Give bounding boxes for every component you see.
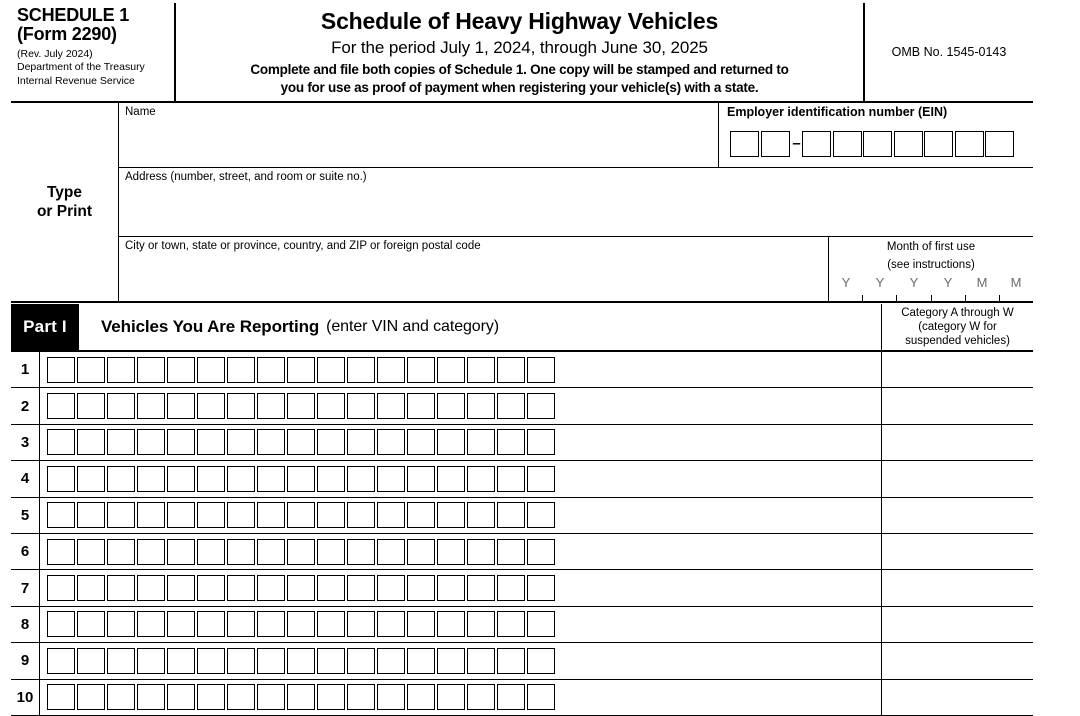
department-name: Department of the Treasury [17,61,145,74]
vin-field[interactable] [40,534,882,569]
vin-character-box[interactable] [47,648,75,674]
vin-character-box[interactable] [257,611,285,637]
vin-character-box[interactable] [77,611,105,637]
vin-character-box[interactable] [377,575,405,601]
ein-digit-box[interactable] [924,131,953,157]
vin-character-box[interactable] [47,466,75,492]
vin-character-box[interactable] [437,466,465,492]
part1-subtitle: (enter VIN and category) [326,318,499,335]
vin-character-box[interactable] [527,684,555,710]
vin-character-box[interactable] [257,393,285,419]
vin-field[interactable] [40,607,882,642]
vin-character-box[interactable] [407,357,435,383]
vin-character-box[interactable] [437,648,465,674]
ein-digit-box[interactable] [833,131,862,157]
vin-character-box[interactable] [317,357,345,383]
vin-character-box[interactable] [467,393,495,419]
vin-character-box[interactable] [317,466,345,492]
vin-character-box[interactable] [107,575,135,601]
vin-character-box[interactable] [107,393,135,419]
vin-character-box[interactable] [497,684,525,710]
vin-character-box[interactable] [317,575,345,601]
vin-character-box[interactable] [197,466,225,492]
category-field[interactable] [882,534,1033,569]
vin-character-box[interactable] [377,611,405,637]
city-label: City or town, state or province, country, and ZIP or foreign postal code [125,240,481,252]
vin-character-box[interactable] [527,466,555,492]
taxpayer-info-block [11,103,1033,303]
vin-character-box[interactable] [77,429,105,455]
vin-character-box[interactable] [137,648,165,674]
ein-digit-box[interactable] [985,131,1014,157]
vin-character-box[interactable] [377,648,405,674]
vin-character-box[interactable] [377,429,405,455]
ein-dash: – [792,134,801,152]
form-header [11,3,1033,103]
type-or-print-label [11,103,119,301]
vin-character-box[interactable] [287,429,315,455]
vin-character-box[interactable] [467,357,495,383]
vin-field[interactable] [40,680,882,715]
vin-character-box[interactable] [167,502,195,528]
vin-character-box[interactable] [77,502,105,528]
form-instruction-line-2: you for use as proof of payment when registering your vehicle(s) with a state. [280,80,759,96]
form-title: Schedule of Heavy Highway Vehicles [320,8,719,34]
vin-character-box[interactable] [467,466,495,492]
ein-boxes[interactable] [727,131,1033,157]
vin-character-box[interactable] [407,648,435,674]
vin-character-box[interactable] [407,684,435,710]
header-schedule-block [11,3,174,101]
vin-character-box[interactable] [467,429,495,455]
category-field[interactable] [882,570,1033,605]
vin-character-box[interactable] [107,429,135,455]
category-column-header [882,304,1033,350]
category-field[interactable] [882,388,1033,423]
vin-character-box[interactable] [107,539,135,565]
vin-character-box[interactable] [317,393,345,419]
vin-character-box[interactable] [287,393,315,419]
month-of-first-use-digit-cell[interactable] [862,295,896,301]
vin-character-box[interactable] [227,648,255,674]
vin-character-box[interactable] [167,393,195,419]
vin-field[interactable] [40,461,882,496]
vin-character-box[interactable] [287,648,315,674]
ein-digit-box[interactable] [730,131,759,157]
month-of-first-use-digit-cell[interactable] [999,295,1033,301]
vin-character-box[interactable] [107,611,135,637]
vin-character-box[interactable] [77,466,105,492]
category-field[interactable] [882,643,1033,678]
vin-character-box[interactable] [317,539,345,565]
vin-character-box[interactable] [407,539,435,565]
vin-character-box[interactable] [287,575,315,601]
category-field[interactable] [882,425,1033,460]
vin-field[interactable] [40,498,882,533]
vin-character-box[interactable] [167,466,195,492]
vin-character-box[interactable] [197,539,225,565]
vin-character-box[interactable] [407,429,435,455]
vin-character-box[interactable] [167,684,195,710]
name-label: Name [125,106,156,118]
month-of-first-use-digit-label: M [1010,274,1022,290]
month-of-first-use-digit-label: Y [841,274,851,290]
vin-character-box[interactable] [497,393,525,419]
vin-character-box[interactable] [437,429,465,455]
vin-character-box[interactable] [497,357,525,383]
vin-character-box[interactable] [437,539,465,565]
part1-title: Vehicles You Are Reporting [101,317,320,336]
vin-character-box[interactable] [197,393,225,419]
category-field[interactable] [882,461,1033,496]
vin-character-box[interactable] [377,684,405,710]
month-of-first-use-digit-cell[interactable] [965,295,999,301]
vin-character-box[interactable] [197,357,225,383]
taxpayer-fields [119,103,1033,301]
vin-character-box[interactable] [137,393,165,419]
header-title-block [174,3,865,101]
vin-character-box[interactable] [467,648,495,674]
vin-character-box[interactable] [47,357,75,383]
vin-character-box[interactable] [47,684,75,710]
vin-character-box[interactable] [197,611,225,637]
table-row [11,534,1033,570]
category-field[interactable] [882,498,1033,533]
agency-name: Internal Revenue Service [17,74,135,87]
table-row [11,570,1033,606]
vin-character-box[interactable] [167,611,195,637]
vin-character-box[interactable] [107,648,135,674]
vin-character-box[interactable] [47,502,75,528]
vin-character-box[interactable] [317,611,345,637]
category-header-line-2: (category W for [918,320,997,333]
vin-character-box[interactable] [167,429,195,455]
row-number: 8 [11,607,40,642]
vin-character-box[interactable] [287,466,315,492]
vin-character-box[interactable] [377,502,405,528]
row-number: 5 [11,498,40,533]
vin-character-box[interactable] [437,393,465,419]
month-of-first-use-title-line-1: Month of first use [886,241,976,253]
row-number: 6 [11,534,40,569]
vin-character-box[interactable] [257,539,285,565]
vin-character-box[interactable] [467,611,495,637]
vin-character-box[interactable] [407,575,435,601]
form-instruction-line-1: Complete and file both copies of Schedule 1. One copy will be stamped and returned to [250,61,789,77]
vin-character-box[interactable] [107,357,135,383]
vin-character-box[interactable] [347,648,375,674]
vin-character-box[interactable] [257,466,285,492]
vin-character-box[interactable] [347,502,375,528]
vin-character-box[interactable] [137,684,165,710]
vin-character-box[interactable] [497,466,525,492]
vin-character-box[interactable] [437,611,465,637]
vin-character-box[interactable] [227,611,255,637]
form-period: For the period July 1, 2024, through June 30, 2025 [331,37,708,57]
vin-character-box[interactable] [347,539,375,565]
vin-character-box[interactable] [527,393,555,419]
vin-character-box[interactable] [197,502,225,528]
vin-character-box[interactable] [77,357,105,383]
vin-character-box[interactable] [347,466,375,492]
vin-character-box[interactable] [407,611,435,637]
name-ein-row [119,103,1033,168]
row-number: 4 [11,461,40,496]
form-number: (Form 2290) [17,24,117,45]
vin-character-box[interactable] [137,429,165,455]
city-field[interactable] [119,237,829,301]
vin-character-box[interactable] [197,575,225,601]
vin-character-box[interactable] [257,684,285,710]
category-field[interactable] [882,352,1033,387]
ein-digit-box[interactable] [802,131,831,157]
vin-character-box[interactable] [317,502,345,528]
ein-digit-box[interactable] [955,131,984,157]
vin-character-box[interactable] [47,429,75,455]
vin-character-box[interactable] [257,357,285,383]
vin-character-box[interactable] [227,539,255,565]
vin-character-box[interactable] [407,393,435,419]
month-of-first-use-digit-label: Y [909,274,919,290]
vin-character-box[interactable] [167,539,195,565]
table-row [11,425,1033,461]
month-of-first-use-digit-label: Y [943,274,953,290]
table-row [11,643,1033,679]
vin-character-box[interactable] [167,357,195,383]
vin-character-box[interactable] [527,502,555,528]
revision-date: (Rev. July 2024) [17,47,93,60]
vin-character-box[interactable] [77,575,105,601]
vin-character-box[interactable] [137,539,165,565]
vin-field[interactable] [40,425,882,460]
name-field[interactable] [119,103,719,167]
omb-number: OMB No. 1545-0143 [891,45,1007,59]
vin-character-box[interactable] [227,502,255,528]
month-of-first-use-digit-label: M [976,274,988,290]
vin-character-box[interactable] [227,357,255,383]
month-of-first-use-digit-labels [829,273,1033,295]
table-row [11,461,1033,497]
vin-character-box[interactable] [47,611,75,637]
ein-field[interactable] [719,103,1033,167]
part1-title-block [79,304,882,350]
month-of-first-use-digit-cell[interactable] [931,295,965,301]
vin-character-box[interactable] [497,539,525,565]
vin-character-box[interactable] [347,429,375,455]
vin-character-box[interactable] [407,466,435,492]
vin-character-box[interactable] [437,684,465,710]
table-row [11,388,1033,424]
month-of-first-use-digit-cell[interactable] [829,295,862,301]
schedule-number: SCHEDULE 1 [17,5,130,25]
vin-character-box[interactable] [317,429,345,455]
vin-character-box[interactable] [527,429,555,455]
vin-character-box[interactable] [437,357,465,383]
vin-character-box[interactable] [77,539,105,565]
vin-character-box[interactable] [467,684,495,710]
month-of-first-use-digit-cell[interactable] [896,295,930,301]
vin-character-box[interactable] [77,684,105,710]
vin-character-box[interactable] [497,429,525,455]
vin-character-box[interactable] [227,393,255,419]
vin-character-box[interactable] [287,502,315,528]
month-of-first-use-digit-label: Y [875,274,885,290]
vin-character-box[interactable] [77,393,105,419]
vin-character-box[interactable] [137,466,165,492]
table-row [11,498,1033,534]
category-header-line-3: suspended vehicles) [905,335,1010,347]
vin-character-box[interactable] [47,575,75,601]
vin-character-box[interactable] [47,393,75,419]
vin-character-box[interactable] [497,648,525,674]
month-of-first-use-cells[interactable] [829,295,1033,301]
vin-character-box[interactable] [497,575,525,601]
table-row [11,607,1033,643]
vin-character-box[interactable] [197,684,225,710]
vin-character-box[interactable] [287,611,315,637]
city-month-row [119,237,1033,301]
category-field[interactable] [882,607,1033,642]
vin-character-box[interactable] [527,611,555,637]
ein-digit-box[interactable] [863,131,892,157]
vin-character-box[interactable] [137,575,165,601]
vin-character-box[interactable] [257,429,285,455]
vin-character-box[interactable] [467,575,495,601]
vin-character-box[interactable] [437,502,465,528]
vin-character-box[interactable] [47,539,75,565]
type-or-print-line-2: or Print [36,203,93,220]
vin-character-box[interactable] [467,539,495,565]
vin-character-box[interactable] [227,684,255,710]
row-number: 1 [11,352,40,387]
vin-character-box[interactable] [437,575,465,601]
vin-field[interactable] [40,388,882,423]
vin-character-box[interactable] [377,357,405,383]
row-number: 7 [11,570,40,605]
vin-field[interactable] [40,643,882,678]
vin-character-box[interactable] [467,502,495,528]
part1-tag: Part I [11,304,79,350]
vin-character-box[interactable] [527,539,555,565]
vin-character-box[interactable] [257,502,285,528]
vin-character-box[interactable] [257,648,285,674]
vin-character-box[interactable] [167,575,195,601]
part1-header [11,304,1033,352]
table-row [11,680,1033,716]
table-row [11,352,1033,388]
vin-character-box[interactable] [137,611,165,637]
row-number: 9 [11,643,40,678]
vin-field[interactable] [40,570,882,605]
vin-character-box[interactable] [347,575,375,601]
ein-digit-box[interactable] [894,131,923,157]
vehicle-rows-table [11,352,1033,706]
row-number: 2 [11,388,40,423]
vin-character-box[interactable] [377,393,405,419]
month-of-first-use-field[interactable] [829,237,1033,301]
vin-character-box[interactable] [137,357,165,383]
vin-character-box[interactable] [287,684,315,710]
vin-character-box[interactable] [347,684,375,710]
vin-character-box[interactable] [197,648,225,674]
vin-character-box[interactable] [317,648,345,674]
category-header-line-1: Category A through W [901,306,1014,319]
vin-character-box[interactable] [527,575,555,601]
vin-character-box[interactable] [77,648,105,674]
address-label: Address (number, street, and room or suite no.) [125,171,367,183]
vin-character-box[interactable] [107,466,135,492]
vin-character-box[interactable] [227,466,255,492]
vin-character-box[interactable] [347,611,375,637]
vin-field[interactable] [40,352,882,387]
vin-character-box[interactable] [347,357,375,383]
ein-label: Employer identification number (EIN) [727,105,948,119]
row-number: 10 [11,680,40,715]
vin-character-box[interactable] [137,502,165,528]
type-or-print-line-1: Type [46,183,83,201]
vin-character-box[interactable] [287,357,315,383]
vin-character-box[interactable] [197,429,225,455]
header-omb-block [865,3,1033,101]
vin-character-box[interactable] [407,502,435,528]
vin-character-box[interactable] [527,357,555,383]
vin-character-box[interactable] [527,648,555,674]
vin-character-box[interactable] [377,466,405,492]
month-of-first-use-title-line-2: (see instructions) [887,258,975,271]
vin-character-box[interactable] [497,611,525,637]
vin-character-box[interactable] [227,429,255,455]
vin-character-box[interactable] [167,648,195,674]
vin-character-box[interactable] [377,539,405,565]
category-field[interactable] [882,680,1033,715]
vin-character-box[interactable] [287,539,315,565]
row-number: 3 [11,425,40,460]
vin-character-box[interactable] [107,502,135,528]
vin-character-box[interactable] [497,502,525,528]
vin-character-box[interactable] [257,575,285,601]
address-field[interactable] [119,168,1033,237]
vin-character-box[interactable] [347,393,375,419]
vin-character-box[interactable] [317,684,345,710]
vin-character-box[interactable] [107,684,135,710]
vin-character-box[interactable] [227,575,255,601]
ein-digit-box[interactable] [761,131,790,157]
